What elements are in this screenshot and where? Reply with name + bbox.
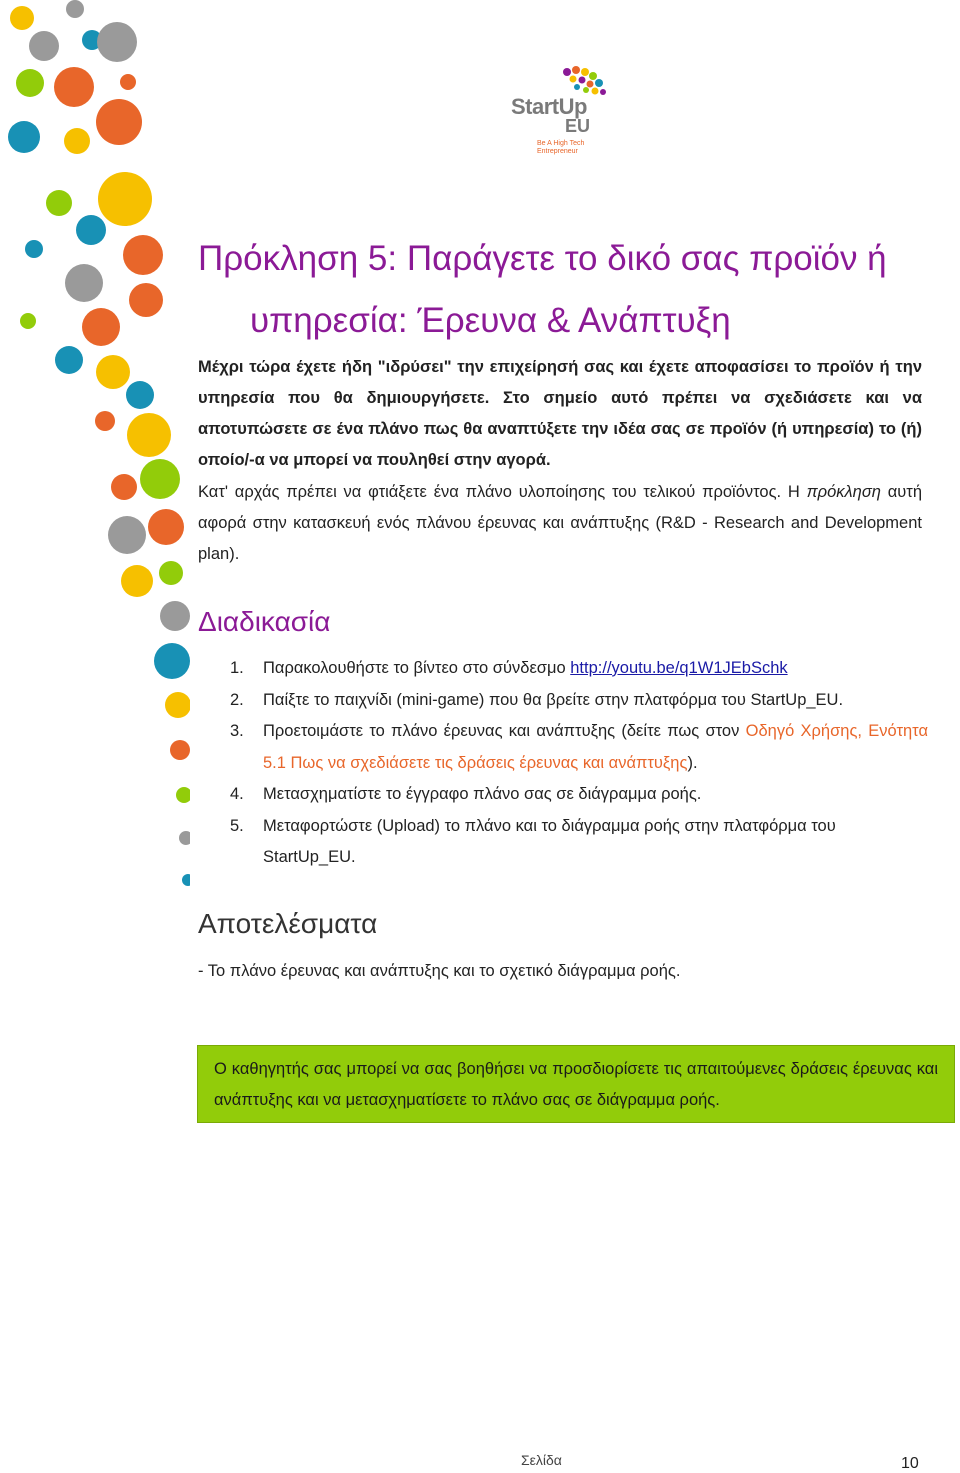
step-text: Προετοιμάστε το πλάνο έρευνας και ανάπτυξης (δείτε πως στον [263, 722, 746, 740]
step-text-end: ). [687, 753, 698, 772]
intro-paragraph [198, 477, 922, 570]
intro-bold-paragraph: Μέχρι τώρα έχετε ήδη "ιδρύσει" την επιχείρησή σας και έχετε αποφασίσει το προϊόν ή την υπηρεσία που θα δημιουργήσετε. Στο σημείο αυτό πρέπει να σχεδιάσετε και να αποτυπώσετε σε ένα πλάνο πως θα αναπτύξετε την ιδέα σας σε προϊόν (ή υπηρεσία) το (ή) οποίο/-α να μπορεί να πουληθεί στην αγορά. [198, 358, 922, 469]
video-link[interactable]: http://youtu.be/q1W1JEbSchk [570, 659, 788, 677]
title-line-2: υπηρεσία: Έρευνα & Ανάπτυξη [250, 301, 731, 340]
results-heading: Αποτελέσματα [198, 908, 378, 939]
logo-tagline: Be A High Tech Entrepreneur [537, 140, 585, 155]
procedure-steps [198, 653, 928, 874]
step-text: Μετασχηματίστε το έγγραφο πλάνο σας σε διάγραμμα ροής. [263, 785, 702, 803]
footer-page-label: Σελίδα [521, 1452, 562, 1468]
startup-eu-logo [505, 62, 615, 158]
step-number: 5. [230, 816, 244, 835]
logo-brand-text: StartUp [511, 94, 587, 119]
step-item [198, 716, 928, 779]
step-text: Παίξτε το παιχνίδι (mini-game) που θα βρείτε στην πλατφόρμα του StartUp_EU. [263, 690, 844, 709]
logo-eu-text: EU [565, 116, 591, 136]
page-title [198, 228, 938, 352]
step-number: 2. [230, 690, 244, 709]
decorative-dots [0, 0, 190, 920]
step-text: Παρακολουθήστε το βίντεο στο σύνδεσμο [263, 659, 571, 677]
step-number: 4. [230, 785, 244, 803]
step-number: 1. [230, 659, 244, 677]
intro-text-after: αυτή αφορά στην κατασκευή ενός πλάνου έρευνας και ανάπτυξης (R&D - Research and Development plan). [198, 483, 922, 563]
intro-text-before: Κατ' αρχάς πρέπει να φτιάξετε ένα πλάνο υλοποίησης του τελικού προϊόντος. Η [198, 483, 807, 501]
step-item [198, 653, 928, 685]
teacher-note-text: Ο καθηγητής σας μπορεί να σας βοηθήσει να προσδιορίσετε τις απαιτούμενες δράσεις έρευνας και ανάπτυξης και να μετασχηματίσετε το πλάνο σας σε διάγραμμα ροής. [214, 1060, 938, 1109]
step-item [198, 685, 928, 717]
results-text: - Το πλάνο έρευνας και ανάπτυξης και το σχετικό διάγραμμα ροής. [198, 962, 681, 980]
guide-reference-link[interactable]: Οδηγό Χρήσης, Ενότητα 5.1 Πως να σχεδιάσετε τις δράσεις έρευνας και ανάπτυξης [263, 722, 928, 772]
page-number: 10 [901, 1455, 919, 1472]
step-text: Μεταφορτώστε (Upload) το πλάνο και το διάγραμμα ροής στην πλατφόρμα του StartUp_EU. [263, 816, 836, 866]
step-item [198, 811, 928, 874]
procedure-heading: Διαδικασία [198, 606, 331, 637]
teacher-note-box [197, 1045, 955, 1123]
title-line-1: Πρόκληση 5: Παράγετε το δικό σας προϊόν ή [198, 239, 887, 278]
step-item [198, 779, 928, 811]
intro-italic-word: πρόκληση [806, 483, 881, 501]
step-number: 3. [230, 722, 244, 740]
